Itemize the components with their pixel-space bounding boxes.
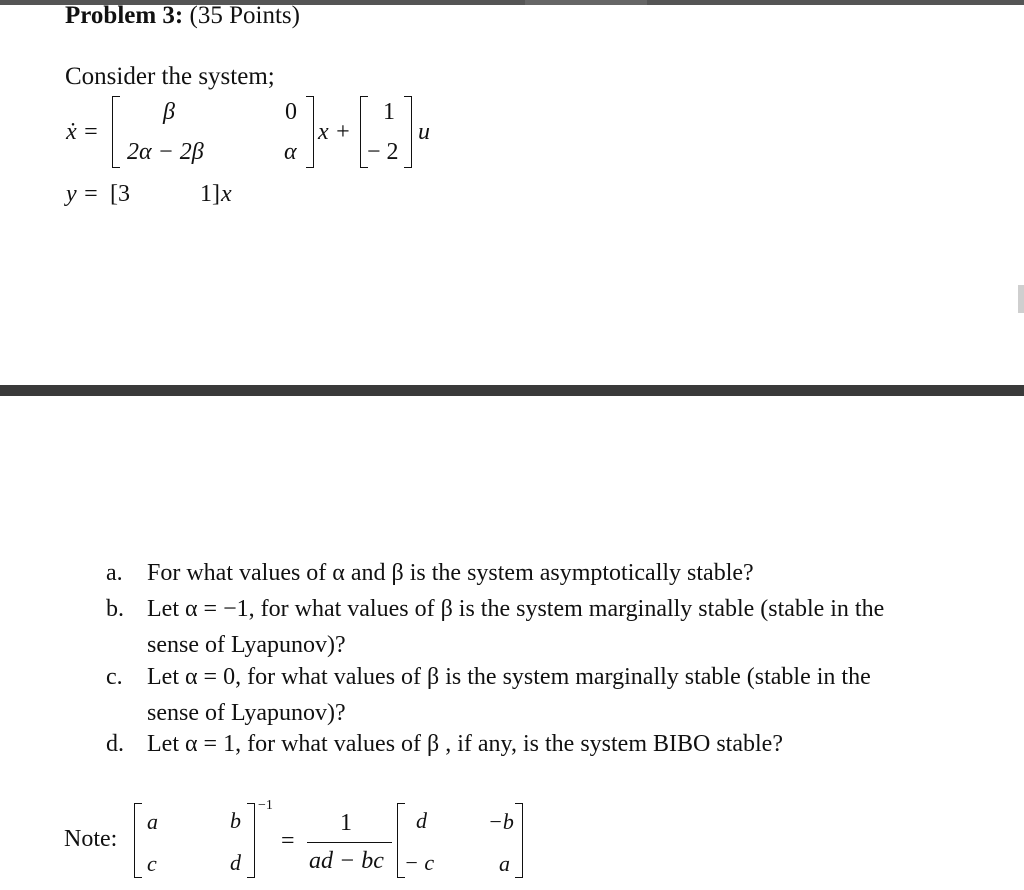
note-lhs-cell: b <box>230 808 241 833</box>
top-border-highlight <box>525 0 647 5</box>
a-matrix-cell: 2α − 2β <box>127 139 204 165</box>
input-u: u <box>418 119 430 145</box>
question-text: For what values of α and β is the system asymptotically stable? <box>147 560 754 586</box>
c-matrix-cell: [3 <box>110 181 130 207</box>
output-x: x <box>221 181 232 207</box>
note-lhs-cell: d <box>230 850 241 875</box>
question-label: a. <box>106 560 123 586</box>
b-matrix-right-bracket <box>404 96 412 168</box>
scroll-edge <box>1018 285 1024 313</box>
note-right-bracket <box>247 803 255 878</box>
a-matrix-right-bracket <box>306 96 314 168</box>
fraction-bar <box>307 842 392 843</box>
c-matrix-cell: 1] <box>200 181 220 207</box>
b-matrix-cell: − 2 <box>367 139 399 165</box>
problem-points: (35 Points) <box>189 2 300 29</box>
note-equals: = <box>281 828 295 854</box>
output-lhs: y = <box>66 181 99 207</box>
note-rhs-cell: − c <box>404 850 435 875</box>
a-matrix-cell: 0 <box>285 99 297 125</box>
question-label: c. <box>106 664 123 690</box>
note-left-bracket <box>134 803 142 878</box>
state-lhs: ẋ = <box>66 119 99 145</box>
a-matrix-cell: α <box>284 139 297 165</box>
a-matrix-left-bracket <box>112 96 120 168</box>
system-intro: Consider the system; <box>65 63 275 90</box>
question-text-continued: sense of Lyapunov)? <box>147 700 346 726</box>
note-lhs-cell: c <box>147 851 157 876</box>
question-label: b. <box>106 596 124 622</box>
problem-label: Problem 3: <box>65 2 184 29</box>
question-text: Let α = 0, for what values of β is the system marginally stable (stable in the <box>147 664 871 690</box>
question-text: Let α = 1, for what values of β , if any, is the system BIBO stable? <box>147 731 783 757</box>
note-lhs-cell: a <box>147 809 158 834</box>
fraction-numerator: 1 <box>340 810 352 836</box>
question-text: Let α = −1, for what values of β is the system marginally stable (stable in the <box>147 596 885 622</box>
a-matrix-cell: β <box>163 99 175 125</box>
section-divider <box>0 385 1024 396</box>
state-x-plus: x + <box>318 119 351 145</box>
b-matrix-cell: 1 <box>383 99 395 125</box>
question-label: d. <box>106 731 124 757</box>
note-exponent: −1 <box>258 798 273 813</box>
note-rhs-cell: −b <box>488 809 514 834</box>
note-rhs-cell: d <box>416 808 427 833</box>
note-rhs-right-bracket <box>515 803 523 878</box>
note-rhs-cell: a <box>499 851 510 876</box>
question-text-continued: sense of Lyapunov)? <box>147 632 346 658</box>
fraction-denominator: ad − bc <box>309 848 384 874</box>
note-label: Note: <box>64 826 118 852</box>
problem-title <box>65 2 300 30</box>
